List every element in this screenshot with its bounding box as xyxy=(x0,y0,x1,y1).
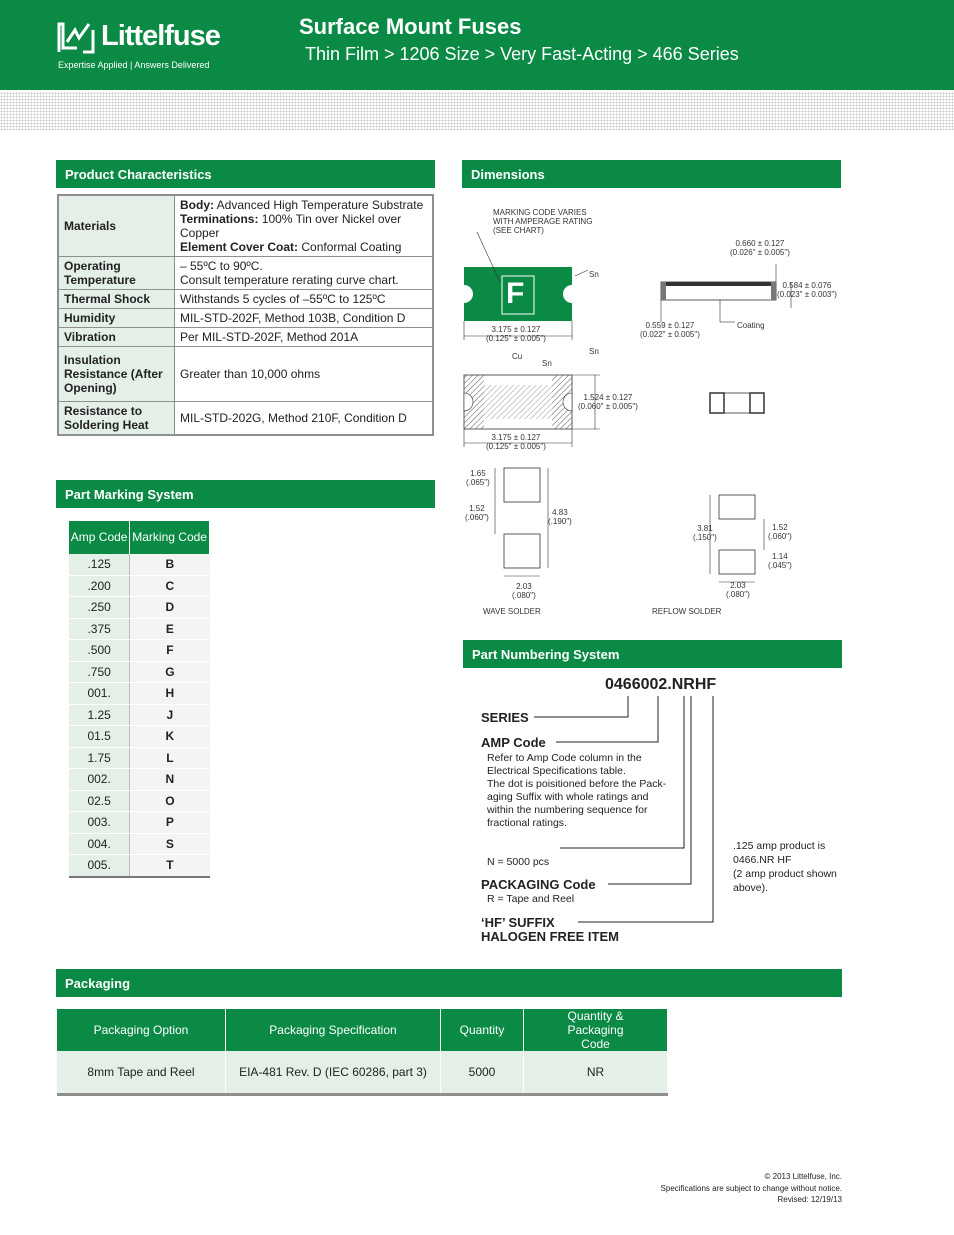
table-row xyxy=(57,1051,668,1095)
cu-label: Cu xyxy=(512,352,523,361)
littelfuse-logo-icon xyxy=(57,20,95,54)
dotted-band xyxy=(0,92,954,130)
table-row xyxy=(58,309,433,328)
amp-code-cell: .125 xyxy=(69,554,130,575)
section-product-characteristics: Product Characteristics xyxy=(56,160,435,188)
table-row xyxy=(69,640,210,662)
amp-code-cell: 003. xyxy=(69,812,130,834)
characteristic-value: MIL-STD-202G, Method 210F, Condition D xyxy=(175,402,434,436)
marking-letter: F xyxy=(506,277,525,310)
revision-date: Revised: 12/19/13 xyxy=(777,1195,842,1204)
characteristic-name: Thermal Shock xyxy=(58,290,175,309)
table-row xyxy=(69,833,210,855)
marking-code-cell: O xyxy=(130,790,210,812)
quantity-cell: 5000 xyxy=(441,1051,524,1095)
table-row xyxy=(69,554,210,575)
characteristic-name: Insulation Resistance (After Opening) xyxy=(58,347,175,402)
amp-code-cell: 005. xyxy=(69,855,130,877)
page-subtitle: Thin Film > 1206 Size > Very Fast-Acting > 466 Series xyxy=(305,44,739,64)
reflow-dim-4: 2.03 (.080") xyxy=(726,581,750,599)
amp-code-header: Amp Code xyxy=(69,521,130,554)
amp-code-cell: .500 xyxy=(69,640,130,662)
table-row xyxy=(69,575,210,597)
wave-dim-1: 1.65 (.065") xyxy=(466,469,490,487)
reflow-solder-label: REFLOW SOLDER xyxy=(652,607,722,616)
marking-code-cell: P xyxy=(130,812,210,834)
amp-code-cell: .375 xyxy=(69,618,130,640)
characteristic-value: Body: Advanced High Temperature Substrate Terminations: 100% Tin over Nickel over Copper Element Cover Coat: Conformal Coating xyxy=(175,195,434,257)
amp-code-cell: 001. xyxy=(69,683,130,705)
amp-code-cell: .250 xyxy=(69,597,130,619)
table-row xyxy=(58,402,433,436)
marking-code-cell: N xyxy=(130,769,210,791)
footer xyxy=(661,1171,842,1206)
halogen-free-label: HALOGEN FREE ITEM xyxy=(481,929,619,944)
wave-dim-2: 1.52 (.060") xyxy=(465,504,489,522)
marking-code-cell: B xyxy=(130,554,210,575)
marking-code-cell: S xyxy=(130,833,210,855)
packaging-option-header: Packaging Option xyxy=(57,1009,226,1051)
table-row xyxy=(69,812,210,834)
marking-code-cell: G xyxy=(130,661,210,683)
packaging-spec-header: Packaging Specification xyxy=(226,1009,441,1051)
table-row xyxy=(69,683,210,705)
dim-side-terminal: 0.559 ± 0.127 (0.022" ± 0.005") xyxy=(640,321,700,339)
disclaimer: Specifications are subject to change without notice. xyxy=(660,1183,842,1193)
quantity-code-cell: NR xyxy=(524,1051,668,1095)
amp-code-cell: .750 xyxy=(69,661,130,683)
hf-suffix-label: ‘HF’ SUFFIX xyxy=(481,915,555,930)
characteristic-name: Vibration xyxy=(58,328,175,347)
characteristic-name: Operating Temperature xyxy=(58,257,175,290)
amp-code-cell: 1.75 xyxy=(69,747,130,769)
dim-bottom-length: 3.175 ± 0.127 (0.125" ± 0.005") xyxy=(486,433,546,451)
amp-code-cell: 01.5 xyxy=(69,726,130,748)
marking-code-cell: D xyxy=(130,597,210,619)
wave-solder-label: WAVE SOLDER xyxy=(483,607,541,616)
reflow-dim-2: 1.52 (.060") xyxy=(768,523,792,541)
table-row xyxy=(58,195,433,257)
amp-code-description: Refer to Amp Code column in the Electrical Specifications table. The dot is poisitioned before the Pack- aging Suffix with whole ratings and within the numbering sequence for fractional ratings. xyxy=(487,752,667,829)
characteristic-name: Materials xyxy=(58,195,175,257)
coating-label: Coating xyxy=(737,321,765,330)
packaging-option-cell: 8mm Tape and Reel xyxy=(57,1051,226,1095)
amp-code-cell: 004. xyxy=(69,833,130,855)
characteristic-name: Resistance to Soldering Heat xyxy=(58,402,175,436)
marking-code-cell: H xyxy=(130,683,210,705)
marking-code-cell: K xyxy=(130,726,210,748)
marking-code-cell: F xyxy=(130,640,210,662)
characteristic-name: Humidity xyxy=(58,309,175,328)
table-row xyxy=(58,257,433,290)
wave-dim-3: 4.83 (.190") xyxy=(548,508,572,526)
part-number: 0466002.NRHF xyxy=(605,676,717,693)
characteristic-value: Withstands 5 cycles of –55ºC to 125ºC xyxy=(175,290,434,309)
marking-code-cell: T xyxy=(130,855,210,877)
dim-thickness: 0.584 ± 0.076 (0.023" ± 0.003") xyxy=(777,281,837,299)
marking-code-cell: J xyxy=(130,704,210,726)
dim-terminal-width: 0.660 ± 0.127 (0.026" ± 0.005") xyxy=(730,239,790,257)
marking-code-cell: E xyxy=(130,618,210,640)
page-title: Surface Mount Fuses xyxy=(299,14,522,39)
section-dimensions: Dimensions xyxy=(462,160,841,188)
dim-top-length: 3.175 ± 0.127 (0.125" ± 0.005") xyxy=(486,325,546,343)
quantity-code-header: Quantity & Packaging Code xyxy=(524,1009,668,1051)
table-row xyxy=(69,597,210,619)
table-row xyxy=(69,726,210,748)
table-row xyxy=(69,855,210,877)
n-quantity: N = 5000 pcs xyxy=(487,856,550,868)
marking-code-cell: C xyxy=(130,575,210,597)
packaging-code-label: PACKAGING Code xyxy=(481,877,596,892)
page-header xyxy=(0,0,954,90)
wave-dim-4: 2.03 (.080") xyxy=(512,582,536,600)
marking-note: MARKING CODE VARIES WITH AMPERAGE RATING (SEE CHART) xyxy=(493,208,593,235)
section-part-marking: Part Marking System xyxy=(56,480,435,508)
sn-label-2: Sn xyxy=(542,359,552,368)
packaging-spec-cell: EIA-481 Rev. D (IEC 60286, part 3) xyxy=(226,1051,441,1095)
table-row xyxy=(58,328,433,347)
characteristics-table xyxy=(57,194,434,436)
series-label: SERIES xyxy=(481,710,529,725)
amp-code-cell: 1.25 xyxy=(69,704,130,726)
characteristic-value: MIL-STD-202F, Method 103B, Condition D xyxy=(175,309,434,328)
marking-table xyxy=(69,521,210,878)
dim-width: 1.524 ± 0.127 (0.060" ± 0.005") xyxy=(578,393,638,411)
amp-code-cell: .200 xyxy=(69,575,130,597)
section-packaging: Packaging xyxy=(56,969,842,997)
packaging-code-description: R = Tape and Reel xyxy=(487,893,575,905)
amp-note: .125 amp product is 0466.NR HF (2 amp product shown above). xyxy=(733,840,837,894)
reflow-dim-3: 1.14 (.045") xyxy=(768,552,792,570)
sn-label-3: Sn xyxy=(589,347,599,356)
quantity-header: Quantity xyxy=(441,1009,524,1051)
table-row xyxy=(69,747,210,769)
table-row xyxy=(69,661,210,683)
brand-name: Littelfuse xyxy=(101,20,220,52)
table-row xyxy=(69,790,210,812)
table-row xyxy=(58,290,433,309)
amp-code-cell: 02.5 xyxy=(69,790,130,812)
reflow-dim-1: 3.81 (.150") xyxy=(693,524,717,542)
amp-code-cell: 002. xyxy=(69,769,130,791)
table-row xyxy=(69,704,210,726)
characteristic-value: – 55ºC to 90ºC. Consult temperature rerating curve chart. xyxy=(175,257,434,290)
amp-code-label: AMP Code xyxy=(481,735,546,750)
brand-tagline: Expertise Applied | Answers Delivered xyxy=(58,60,210,70)
table-row xyxy=(69,618,210,640)
marking-code-header: Marking Code xyxy=(130,521,210,554)
packaging-table xyxy=(57,1009,668,1096)
section-part-numbering: Part Numbering System xyxy=(463,640,842,668)
sn-label: Sn xyxy=(589,270,599,279)
dimension-drawings xyxy=(455,200,855,630)
table-row xyxy=(69,769,210,791)
copyright: © 2013 Littelfuse, Inc. xyxy=(764,1172,842,1181)
characteristic-value: Greater than 10,000 ohms xyxy=(175,347,434,402)
marking-code-cell: L xyxy=(130,747,210,769)
table-row xyxy=(58,347,433,402)
characteristic-value: Per MIL-STD-202F, Method 201A xyxy=(175,328,434,347)
